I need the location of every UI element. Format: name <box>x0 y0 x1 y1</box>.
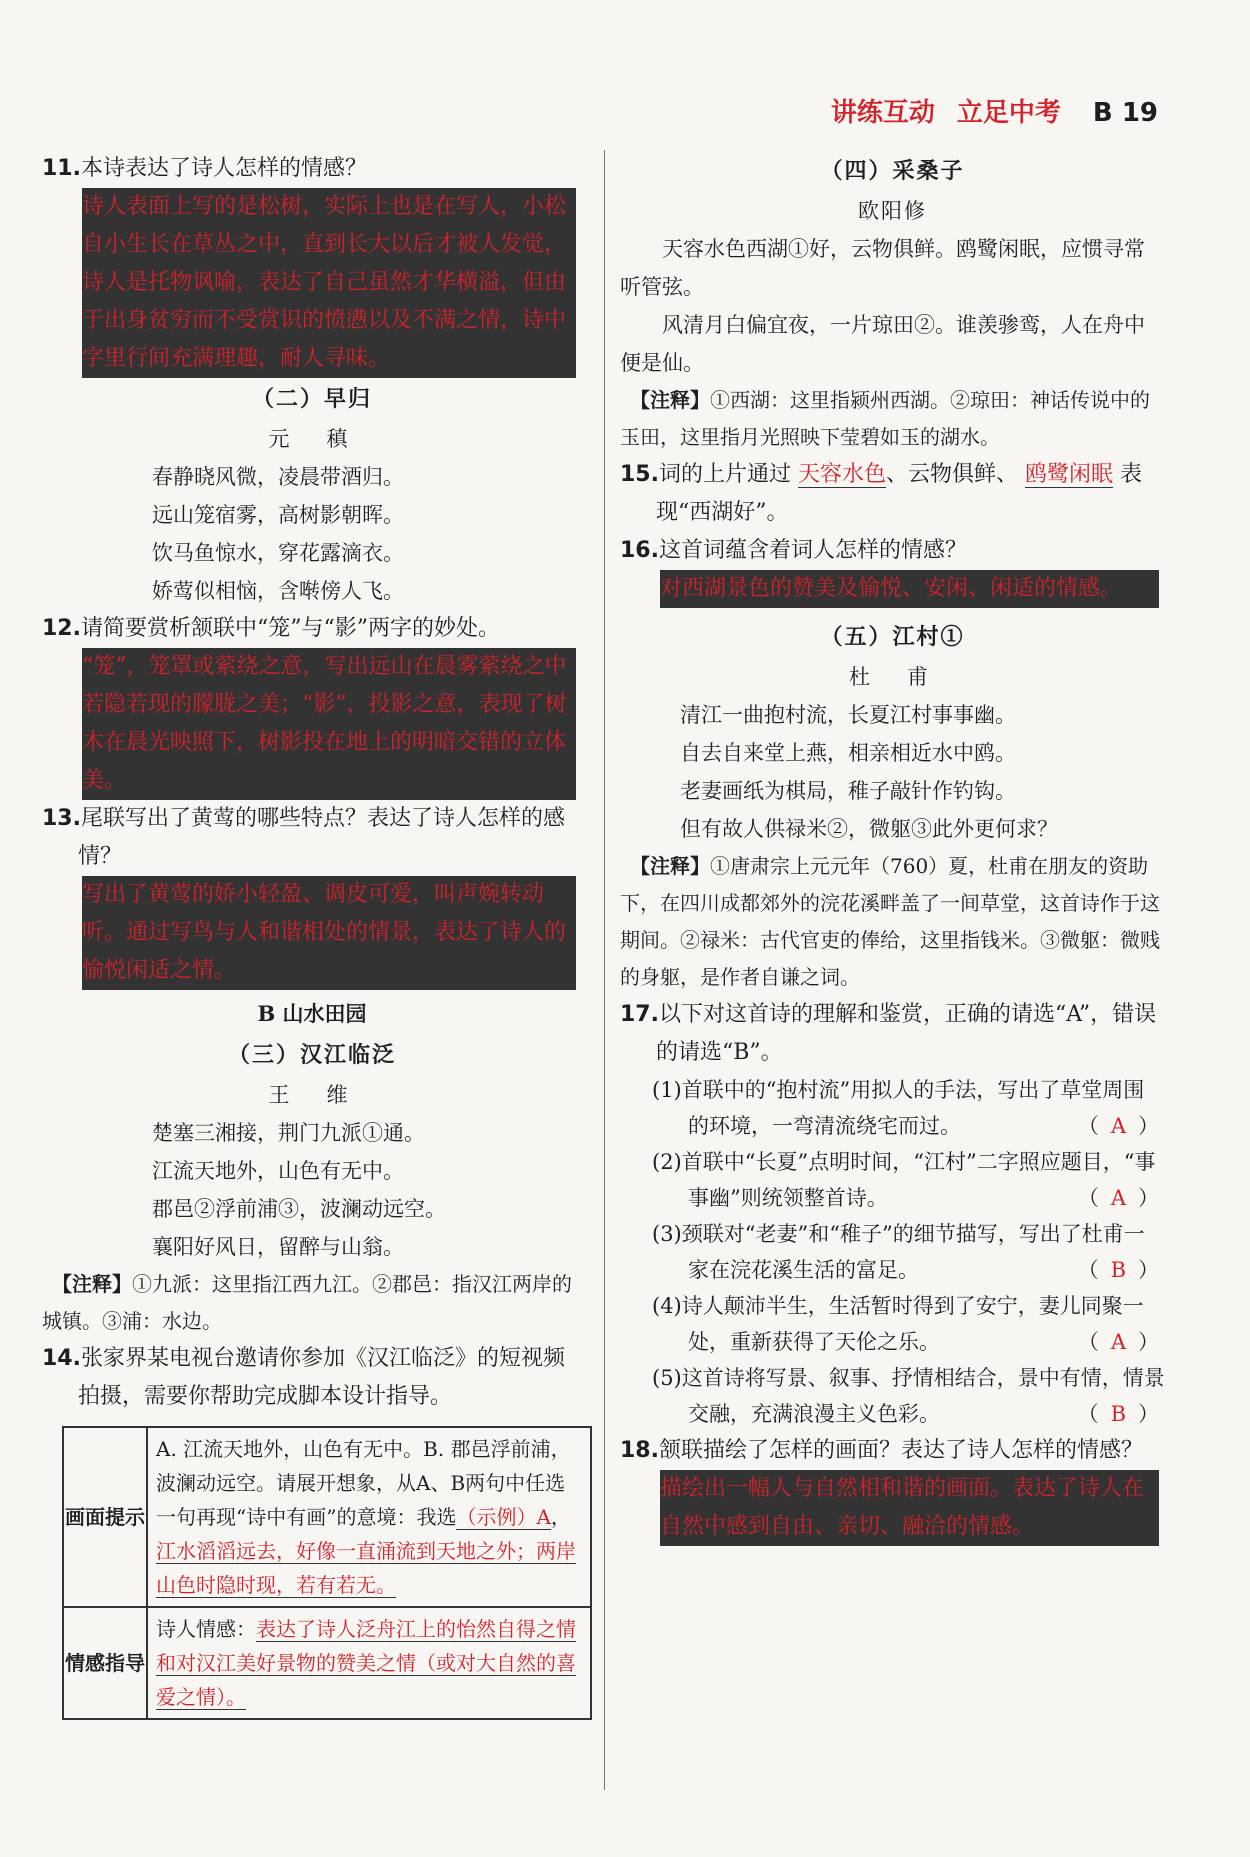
question-11: 11.本诗表达了诗人怎样的情感？ <box>42 156 367 181</box>
page-header <box>831 92 1158 129</box>
column-divider <box>604 150 605 1790</box>
header-b: B <box>1092 98 1113 128</box>
header-middle: 立足中考 <box>956 98 1061 128</box>
option-item: (3)颈联对“老妻”和“稚子”的细节描写，写出了杜甫一家在浣花溪生活的富足。 （ B ） <box>652 1222 1159 1282</box>
poem-2-title: （二）早归 <box>251 386 372 412</box>
question-15: 15.词的上片通过 天容水色、云物俱鲜、 鸥鹭闲眠 表现“西湖好”。 <box>620 462 1143 525</box>
question-12: 12.请简要赏析颔联中“笼”与“影”两字的妙处。 <box>42 616 500 641</box>
question-18: 18.颔联描绘了怎样的画面？表达了诗人怎样的情感？ <box>620 1438 1143 1463</box>
poem-4-author: 欧阳修 <box>858 199 927 223</box>
row-cell-scene: A. 江流天地外，山色有无中。B. 郡邑浮前浦，波澜动远空。请展开想象，从A、B两句中任选一句再现“诗中有画”的意境：我选（示例）A，江水滔滔远去，好像一直涌流到天地之外；两岸山色时隐时现，若有若无。 <box>147 1427 591 1607</box>
poem-line: 饮马鱼惊水，穿花露滴衣。 <box>152 541 404 565</box>
poem-line: 远山笼宿雾，高树影朝晖。 <box>152 503 404 527</box>
answer-11: 诗人表面上写的是松树，实际上也是在写人，小松自小生长在草丛之中，直到长大以后才被人发觉，诗人是托物讽喻，表达了自己虽然才华横溢，但由于出身贫穷而不受赏识的愤懑以及不满之情，诗中字里行间充满理趣，耐人寻味。 <box>82 188 576 378</box>
row-label-emotion: 情感指导 <box>63 1607 147 1719</box>
left-column <box>42 150 582 1720</box>
question-16: 16.这首词蕴含着词人怎样的情感？ <box>620 538 967 563</box>
poem-line: 郡邑②浮前浦③，波澜动远空。 <box>152 1197 446 1221</box>
option-item: (2)首联中“长夏”点明时间，“江村”二字照应题目，“事事幽”则统领整首诗。 （ A ） <box>652 1150 1159 1210</box>
poem-2-author: 元 稹 <box>268 427 356 451</box>
poem-line: 老妻画纸为棋局，稚子敲针作钓钩。 <box>680 779 1016 803</box>
answer-18: 描绘出一幅人与自然相和谐的画面。表达了诗人在自然中感到自由、亲切、融洽的情感。 <box>660 1470 1159 1546</box>
question-14: 14.张家界某电视台邀请你参加《汉江临泛》的短视频拍摄，需要你帮助完成脚本设计指导。 <box>42 1346 565 1409</box>
section-b-heading: B 山水田园 <box>257 1001 367 1026</box>
poem-line: 自去自来堂上燕，相亲相近水中鸥。 <box>680 741 1016 765</box>
poem-line: 襄阳好风日，留醉与山翁。 <box>152 1235 404 1259</box>
poem-3-author: 王 维 <box>268 1083 356 1107</box>
option-item: (5)这首诗将写景、叙事、抒情相结合，景中有情，情景交融，充满浪漫主义色彩。 （ B ） <box>652 1366 1165 1426</box>
row-label-scene: 画面提示 <box>63 1427 147 1607</box>
poem-line: 楚塞三湘接，荆门九派①通。 <box>152 1121 425 1145</box>
table-row <box>63 1427 591 1607</box>
table-row <box>63 1607 591 1719</box>
question-17: 17.以下对这首诗的理解和鉴赏，正确的请选“A”，错误的请选“B”。 <box>620 1002 1157 1065</box>
header-left: 讲练互动 <box>830 98 935 128</box>
note-3: 【注释】①九派：这里指江西九江。②郡邑：指汉江两岸的城镇。③浦：水边。 <box>42 1272 572 1333</box>
answer-13: 写出了黄莺的娇小轻盈、调皮可爱，叫声婉转动听。通过写鸟与人和谐相处的情景，表达了诗人的愉悦闲适之情。 <box>82 876 576 990</box>
poem-5-author: 杜 甫 <box>849 665 936 689</box>
note-5: 【注释】①唐肃宗上元元年（760）夏，杜甫在朋友的资助下，在四川成都郊外的浣花溪畔盖了一间草堂，这首诗作于这期间。②禄米：古代官吏的俸给，这里指钱米。③微躯：微贱的身躯，是作者自谦之词。 <box>620 854 1160 989</box>
poem-3-title: （三）汉江临泛 <box>227 1042 396 1068</box>
poem-5-title: （五）江村① <box>820 624 965 650</box>
poem-line: 但有故人供禄米②，微躯③此外更何求？ <box>680 817 1058 841</box>
poem-line: 娇莺似相恼，含啭傍人飞。 <box>152 579 404 603</box>
answer-16: 对西湖景色的赞美及愉悦、安闲、闲适的情感。 <box>660 570 1159 608</box>
poem-line: 春静晓风微，凌晨带酒归。 <box>152 465 404 489</box>
option-item: (4)诗人颠沛半生，生活暂时得到了安宁，妻儿同聚一处，重新获得了天伦之乐。 （ A ） <box>652 1294 1159 1354</box>
script-table <box>62 1426 592 1720</box>
option-item: (1)首联中的“抱村流”用拟人的手法，写出了草堂周围的环境，一弯清流绕宅而过。 （ A ） <box>652 1078 1159 1138</box>
right-column <box>620 150 1165 1546</box>
note-4: 【注释】①西湖：这里指颍州西湖。②琼田：神话传说中的玉田，这里指月光照映下莹碧如玉的湖水。 <box>620 388 1150 449</box>
question-13: 13.尾联写出了黄莺的哪些特点？表达了诗人怎样的感情？ <box>42 806 565 869</box>
poem-line: 天容水色西湖①好，云物俱鲜。鸥鹭闲眠，应惯寻常听管弦。 <box>620 237 1145 299</box>
poem-line: 风清月白偏宜夜，一片琼田②。谁羡骖鸾，人在舟中便是仙。 <box>620 313 1145 375</box>
poem-line: 清江一曲抱村流，长夏江村事事幽。 <box>680 703 1016 727</box>
poem-4-title: （四）采桑子 <box>820 158 965 184</box>
page-number: 19 <box>1121 98 1158 128</box>
poem-line: 江流天地外，山色有无中。 <box>152 1159 404 1183</box>
answer-12: “笼”，笼罩或萦绕之意，写出远山在晨雾萦绕之中若隐若现的朦胧之美；“影”，投影之意，表现了树木在晨光映照下，树影投在地上的明暗交错的立体美。 <box>82 648 576 800</box>
row-cell-emotion: 诗人情感：表达了诗人泛舟江上的怡然自得之情和对汉江美好景物的赞美之情（或对大自然的喜爱之情）。 <box>147 1607 591 1719</box>
